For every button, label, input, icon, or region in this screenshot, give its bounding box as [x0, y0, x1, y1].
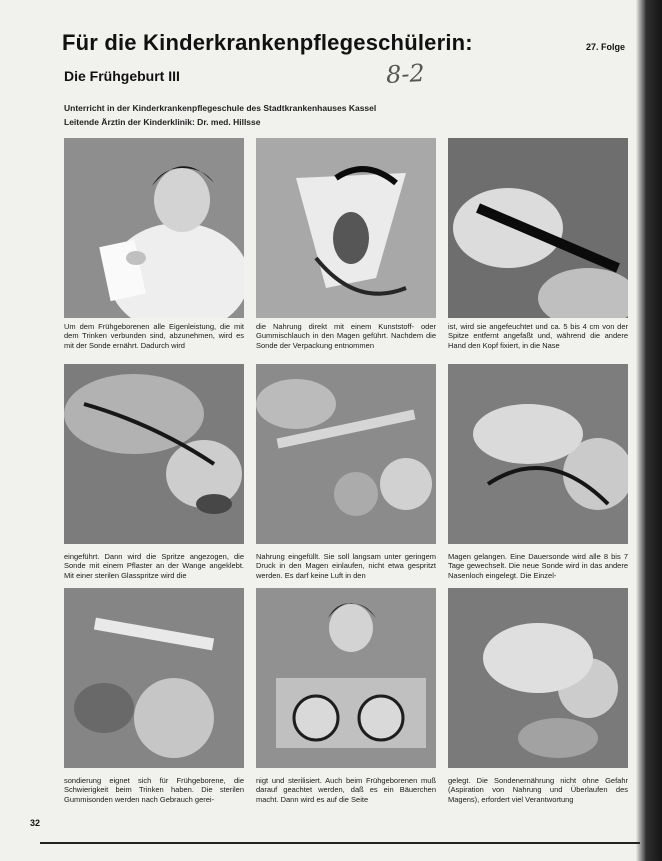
caption-row2-col3: Magen gelangen. Eine Dauersonde wird alle 8 bis 7 Tage gewechselt. Die neue Sonde wird in das andere Nasenloch eingelegt. Die Einzel- — [448, 552, 628, 580]
page-number: 32 — [30, 818, 41, 828]
photo-hands-adjusting-tube — [448, 364, 628, 544]
photo-nurse-holding-tube-package — [64, 138, 244, 318]
bottom-rule — [40, 842, 640, 844]
photo-baby-with-syringe — [256, 364, 436, 544]
credit-line-2: Leitende Ärztin der Kinderklinik: Dr. med. Hillsse — [64, 117, 261, 127]
series-number: 27. Folge — [586, 42, 626, 52]
photo-sonde-in-package — [256, 138, 436, 318]
caption-row1-col2: die Nahrung direkt mit einem Kunststoff- oder Gummischlauch in den Magen geführt. Nachdem die Sonde der Verpackung entnommen — [256, 322, 436, 350]
photo-nurse-with-incubator — [256, 588, 436, 768]
caption-row2-col1: eingeführt. Dann wird die Spritze angezogen, die Sonde mit einem Pflaster an der Wange angeklebt. Mit einer sterilen Glasspritze wird die — [64, 552, 244, 580]
caption-row1-col1: Um dem Frühgeborenen alle Eigenleistung, die mit dem Trinken verbunden sind, abzunehmen, wird es mit der Sonde ernährt. Dadurch wird — [64, 322, 244, 350]
caption-row3-col2: nigt und sterilisiert. Auch beim Frühgeborenen muß darauf geachtet werden, daß es ein Bäuerchen macht. Dann wird es auf die Seite — [256, 776, 436, 804]
photo-insert-tube-nose — [64, 364, 244, 544]
credit-line-1: Unterricht in der Kinderkrankenpflegeschule des Stadtkrankenhauses Kassel — [64, 103, 377, 113]
photo-baby-on-side — [448, 588, 628, 768]
caption-row2-col2: Nahrung eingefüllt. Sie soll langsam unter geringem Druck in den Magen einlaufen, nicht etwa gespritzt werden. Es darf keine Luft in den — [256, 552, 436, 580]
scan-edge-shadow — [636, 0, 662, 861]
page-title: Für die Kinderkrankenpflegeschülerin: — [62, 30, 473, 55]
caption-row3-col3: gelegt. Die Sondenernährung nicht ohne Gefahr (Aspiration von Nahrung und Überlaufen des Magens), erfordert viel Verantwortung — [448, 776, 628, 804]
photo-filling-syringe — [64, 588, 244, 768]
article-subtitle: Die Frühgeburt III — [64, 68, 180, 84]
caption-row3-col1: sondierung eignet sich für Frühgeborene, die Schwierigkeit beim Trinken haben. Die sterilen Gummisonden werden nach Gebrauch gerei- — [64, 776, 244, 804]
handwritten-note: 8-2 — [385, 59, 426, 89]
caption-row1-col3: ist, wird sie angefeuchtet und ca. 5 bis 4 cm von der Spitze entfernt angefaßt und, während die andere Hand den Kopf fixiert, in die Nase — [448, 322, 628, 350]
photo-hand-holding-tube — [448, 138, 628, 318]
